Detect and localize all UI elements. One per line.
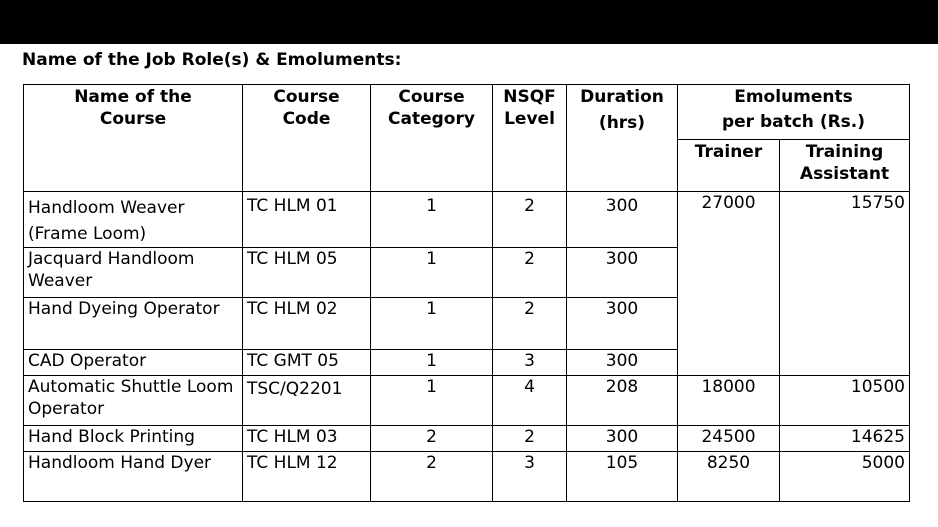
- course-name-cell: Jacquard Handloom Weaver: [24, 248, 243, 298]
- course-category-cell: 1: [371, 248, 493, 298]
- header-course-name: Name of the Course: [24, 85, 243, 192]
- assistant-emolument-cell: 14625: [780, 426, 910, 452]
- header-trainer: Trainer: [678, 140, 780, 192]
- course-code-cell: TSC/Q2201: [243, 376, 371, 426]
- trainer-emolument-cell: 8250: [678, 452, 780, 502]
- duration-cell: 105: [567, 452, 678, 502]
- course-category-cell: 1: [371, 376, 493, 426]
- header-emoluments: Emoluments per batch (Rs.): [678, 85, 910, 140]
- table-row: [24, 376, 910, 426]
- course-name-cell: CAD Operator: [24, 350, 243, 376]
- course-name-cell: Handloom Hand Dyer: [24, 452, 243, 502]
- table-row: [24, 452, 910, 502]
- nsqf-level-cell: 3: [493, 452, 567, 502]
- course-code-cell: TC GMT 05: [243, 350, 371, 376]
- duration-cell: 300: [567, 426, 678, 452]
- course-name-cell: Hand Dyeing Operator: [24, 298, 243, 350]
- course-code-cell: TC HLM 12: [243, 452, 371, 502]
- header-training-assistant: Training Assistant: [780, 140, 910, 192]
- course-category-cell: 1: [371, 350, 493, 376]
- header-duration: Duration (hrs): [567, 85, 678, 192]
- duration-cell: 208: [567, 376, 678, 426]
- nsqf-level-cell: 2: [493, 426, 567, 452]
- course-category-cell: 1: [371, 298, 493, 350]
- assistant-emolument-cell: 10500: [780, 376, 910, 426]
- nsqf-level-cell: 2: [493, 248, 567, 298]
- course-category-cell: 2: [371, 452, 493, 502]
- trainer-emolument-cell: 24500: [678, 426, 780, 452]
- duration-cell: 300: [567, 298, 678, 350]
- trainer-emolument-cell: 27000: [678, 192, 780, 376]
- nsqf-level-cell: 2: [493, 298, 567, 350]
- job-roles-table: [23, 84, 910, 502]
- course-code-cell: TC HLM 01: [243, 192, 371, 248]
- nsqf-level-cell: 4: [493, 376, 567, 426]
- nsqf-level-cell: 3: [493, 350, 567, 376]
- assistant-emolument-cell: 5000: [780, 452, 910, 502]
- course-category-cell: 2: [371, 426, 493, 452]
- top-black-bar: [0, 0, 938, 44]
- header-nsqf-level: NSQF Level: [493, 85, 567, 192]
- header-course-code: Course Code: [243, 85, 371, 192]
- assistant-emolument-cell: 15750: [780, 192, 910, 376]
- duration-cell: 300: [567, 192, 678, 248]
- duration-cell: 300: [567, 248, 678, 298]
- course-code-cell: TC HLM 02: [243, 298, 371, 350]
- table-row: [24, 426, 910, 452]
- course-name-cell: Handloom Weaver (Frame Loom): [24, 192, 243, 248]
- trainer-emolument-cell: 18000: [678, 376, 780, 426]
- duration-cell: 300: [567, 350, 678, 376]
- section-heading: Name of the Job Role(s) & Emoluments:: [22, 50, 402, 70]
- course-code-cell: TC HLM 03: [243, 426, 371, 452]
- header-course-category: Course Category: [371, 85, 493, 192]
- nsqf-level-cell: 2: [493, 192, 567, 248]
- course-name-cell: Hand Block Printing: [24, 426, 243, 452]
- course-name-cell: Automatic Shuttle Loom Operator: [24, 376, 243, 426]
- table-row: [24, 192, 910, 248]
- course-category-cell: 1: [371, 192, 493, 248]
- course-code-cell: TC HLM 05: [243, 248, 371, 298]
